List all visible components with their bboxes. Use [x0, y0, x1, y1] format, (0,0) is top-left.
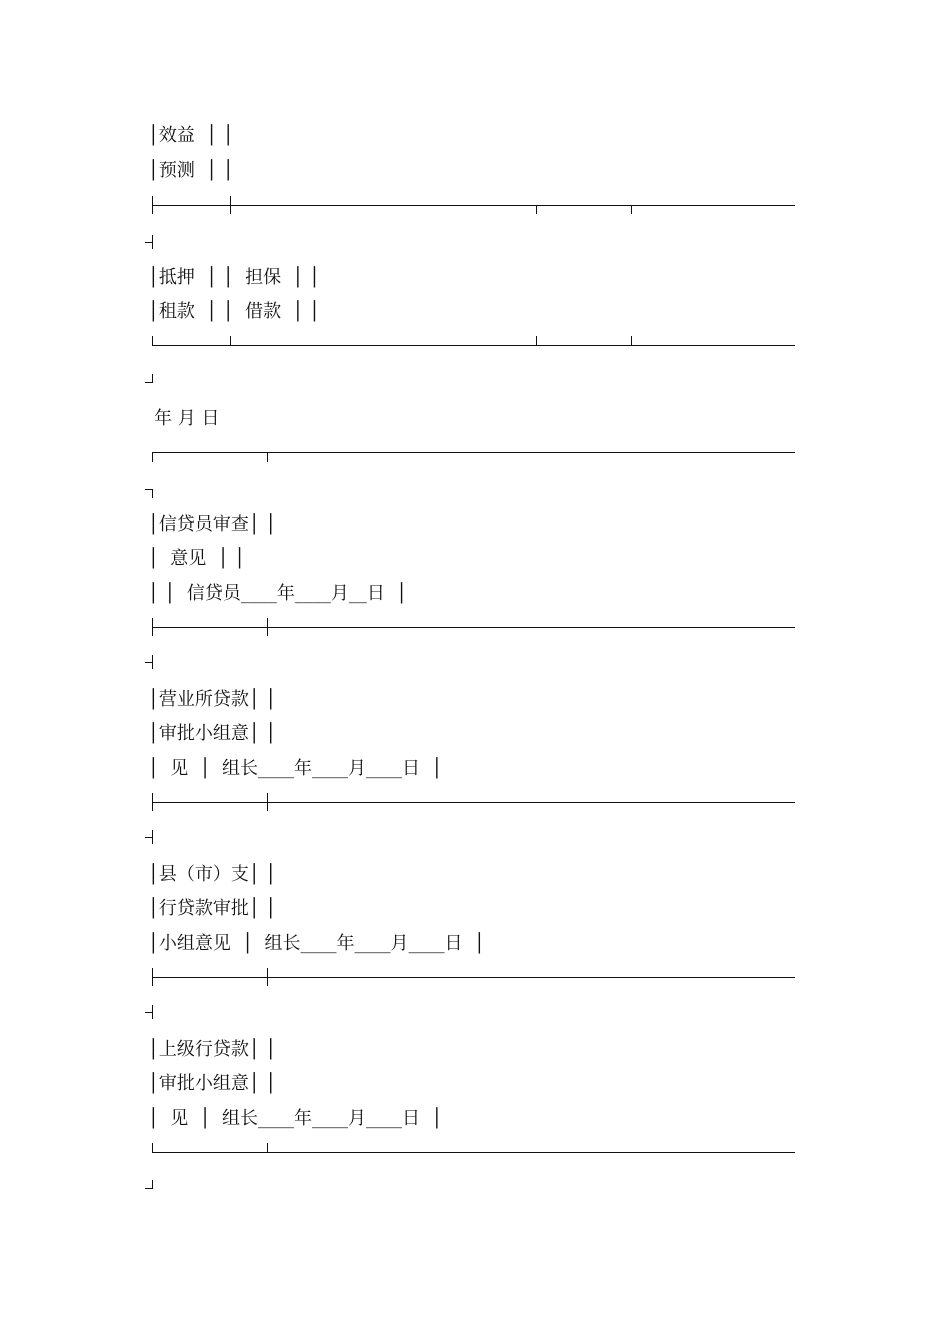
row-shangji-hang: │上级行贷款│ │ — [148, 1039, 277, 1060]
row-xindaiyuan-sign: │ │ 信贷员____年____月__日 │ — [148, 583, 408, 604]
row-zuzhang-sign-3: │ 见 │ 组长____年____月____日 │ — [148, 1108, 443, 1129]
row-xindaiyuan-shencha: │信贷员审查│ │ — [148, 514, 277, 535]
row-zuzhang-sign-2: │小组意见 │ 组长____年____月____日 │ — [148, 933, 485, 954]
row-zuzhang-sign-1: │ 见 │ 组长____年____月____日 │ — [148, 758, 443, 779]
row-diya-danbao: │抵押 │ │ 担保 │ │ — [148, 267, 320, 288]
row-xian-shi-zhi: │县（市）支│ │ — [148, 864, 277, 885]
row-shenpi-xiaozu-1: │审批小组意│ │ — [148, 723, 277, 744]
row-yuce: │预测 │ │ — [148, 160, 234, 181]
row-yingyesuo: │营业所贷款│ │ — [148, 689, 277, 710]
row-shenpi-xiaozu-2: │审批小组意│ │ — [148, 1073, 277, 1094]
row-xiaoyi: │效益 │ │ — [148, 125, 234, 146]
date-line: 年 月 日 — [154, 408, 220, 429]
row-yijian: │ 意见 │ │ — [148, 548, 246, 569]
row-hang-daikuan-shenpi: │行贷款审批│ │ — [148, 898, 277, 919]
row-zukuan-jiekuan: │租款 │ │ 借款 │ │ — [148, 301, 320, 322]
